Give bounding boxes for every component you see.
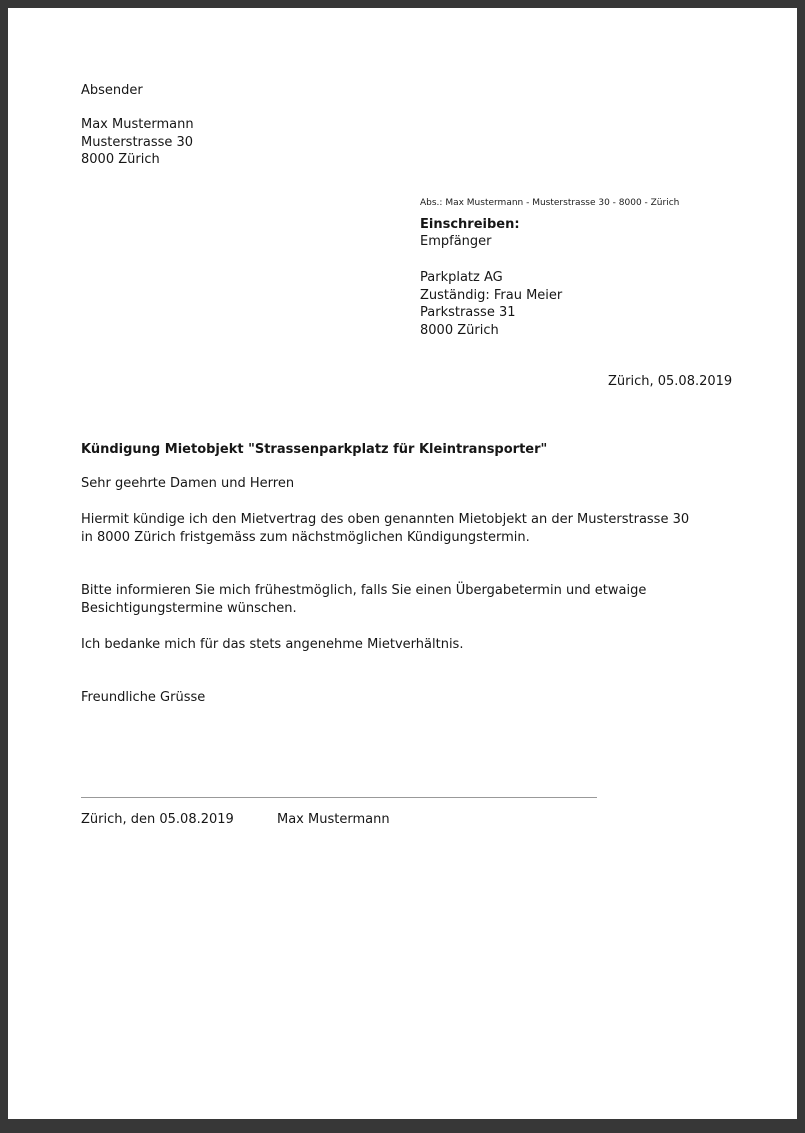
body-paragraph-2: Bitte informieren Sie mich frühestmöglich, falls Sie einen Übergabetermin und etwaige Besichtigungstermine wünschen. [81,583,647,616]
sender-address-block [81,116,194,169]
letter-page [8,8,797,1119]
subject-line: Kündigung Mietobjekt "Strassenparkplatz für Kleintransporter" [81,442,548,457]
sender-city: 8000 Zürich [81,152,160,167]
closing: Freundliche Grüsse [81,690,206,705]
salutation: Sehr geehrte Damen und Herren [81,476,295,491]
recipient-city: 8000 Zürich [420,322,499,338]
dateline: Zürich, 05.08.2019 [608,374,733,389]
recipient-company: Parkplatz AG [420,270,503,285]
recipient-label: Empfänger [420,234,492,249]
delivery-type-label: Einschreiben: [420,217,520,232]
sender-name: Max Mustermann [81,117,194,132]
sender-label: Absender [81,83,143,98]
signature-line [81,797,597,798]
signature-place-date: Zürich, den 05.08.2019 [81,812,234,827]
body-paragraph-3: Ich bedanke mich für das stets angenehme Mietverhältnis. [81,637,464,652]
sender-street: Musterstrasse 30 [81,134,194,150]
body-paragraph-1: Hiermit kündige ich den Mietvertrag des oben genannten Mietobjekt an der Musterstrasse 30 in 8000 Zürich fristgemäss zum nächstmöglichen Kündigungstermin. [81,512,690,545]
recipient-contact: Zuständig: Frau Meier [420,287,563,303]
recipient-address-block [420,269,562,339]
recipient-street: Parkstrasse 31 [420,305,516,320]
return-address-line: Abs.: Max Mustermann - Musterstrasse 30 - 8000 - Zürich [420,198,680,208]
signature-name: Max Mustermann [277,812,390,827]
